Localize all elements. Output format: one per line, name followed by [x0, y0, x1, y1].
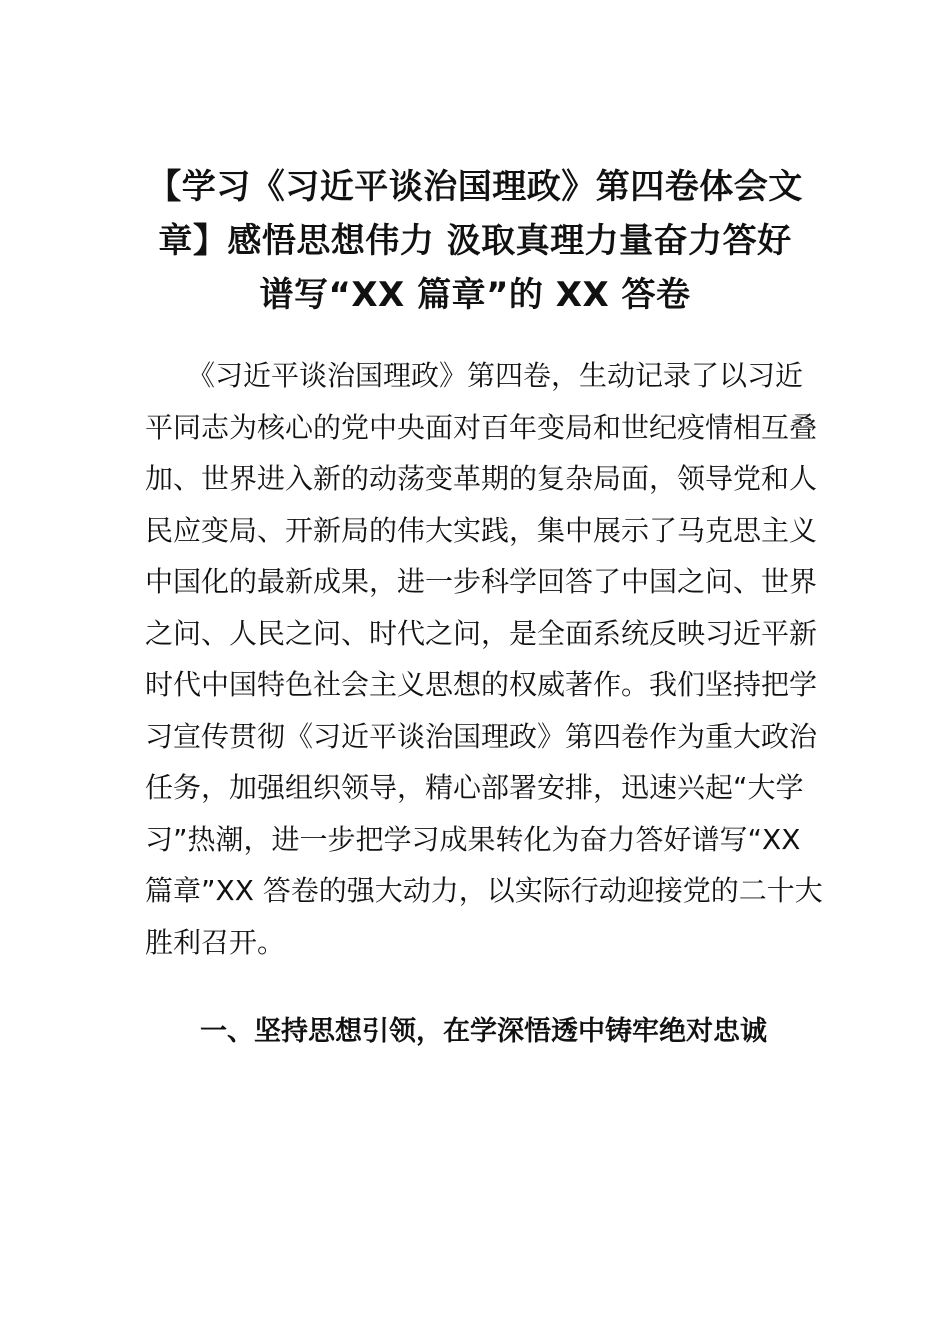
title-line-2: 章】感悟思想伟力 汲取真理力量奋力答好 — [158, 221, 792, 261]
title-line-1: 【学习《习近平谈治国理政》第四卷体会文 — [147, 167, 803, 207]
paragraph-line: 中国化的最新成果，进一步科学回答了中国之问、世界 — [145, 565, 818, 598]
intro-paragraph — [145, 350, 823, 968]
paragraph-line: 篇章”XX 答卷的强大动力，以实际行动迎接党的二十大 — [145, 874, 823, 907]
title-line-3: 谱写“XX 篇章”的 XX 答卷 — [259, 275, 691, 315]
paragraph-line: 平同志为核心的党中央面对百年变局和世纪疫情相互叠 — [145, 410, 818, 444]
paragraph-line: 习”热潮，进一步把学习成果转化为奋力答好谱写“XX — [145, 822, 801, 856]
paragraph-line: 《习近平谈治国理政》第四卷，生动记录了以习近 — [145, 359, 804, 392]
paragraph-line: 习宣传贯彻《习近平谈治国理政》第四卷作为重大政治 — [145, 719, 818, 753]
paragraph-line: 加、世界进入新的动荡变革期的复杂局面，领导党和人 — [145, 462, 818, 495]
paragraph-line: 任务，加强组织领导，精心部署安排，迅速兴起“大学 — [145, 771, 804, 804]
section-heading: 一、坚持思想引领，在学深悟透中铸牢绝对忠诚 — [200, 1016, 767, 1047]
document-title — [120, 160, 830, 322]
paragraph-line: 民应变局、开新局的伟大实践，集中展示了马克思主义 — [145, 513, 818, 547]
paragraph-line: 时代中国特色社会主义思想的权威著作。我们坚持把学 — [145, 668, 818, 701]
paragraph-line: 之问、人民之问、时代之问，是全面系统反映习近平新 — [145, 616, 818, 650]
paragraph-line: 胜利召开。 — [145, 925, 286, 959]
